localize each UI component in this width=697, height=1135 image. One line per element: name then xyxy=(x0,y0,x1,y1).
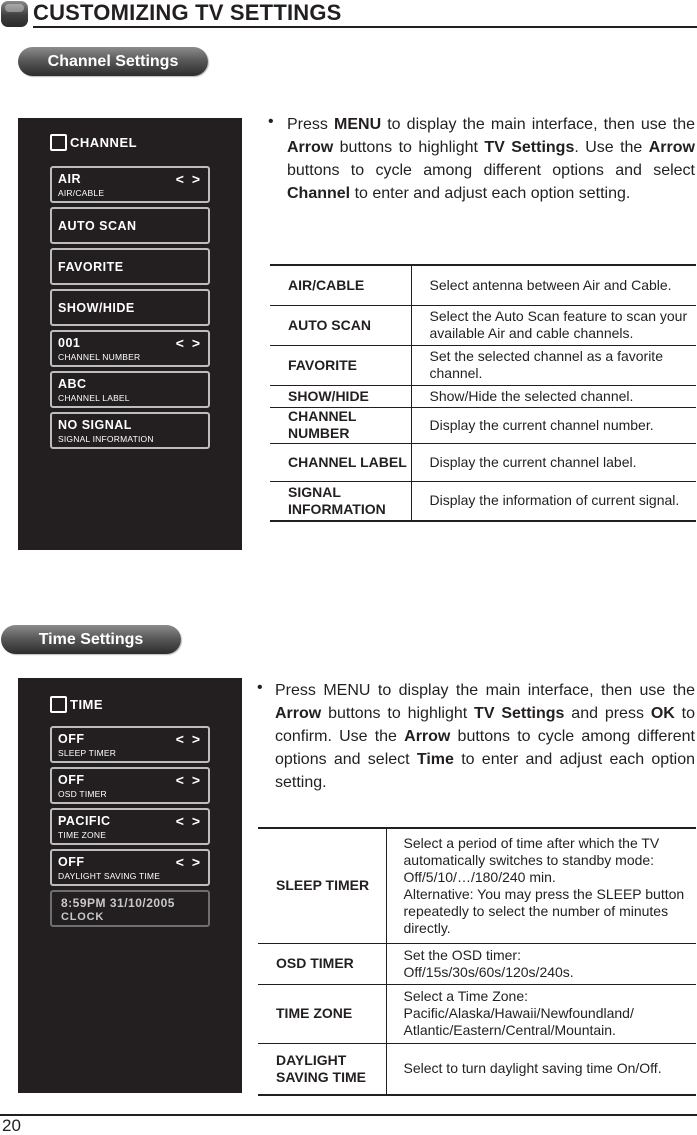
header-rule xyxy=(33,26,697,28)
menu-checkbox-icon xyxy=(50,696,67,713)
left-right-arrows-icon: < > xyxy=(175,772,202,788)
left-right-arrows-icon: < > xyxy=(175,813,202,829)
channel-settings-heading: Channel Settings xyxy=(18,47,208,76)
menu-item-osd-timer[interactable]: OFF OSD TIMER < > xyxy=(50,767,210,804)
menu-item-sleep-timer[interactable]: OFF SLEEP TIMER < > xyxy=(50,726,210,763)
table-row: TIME ZONE Select a Time Zone: Pacific/Alaska/Hawaii/Newfoundland/ Atlantic/Eastern/Central/Mountain. xyxy=(258,984,696,1043)
menu-item-favorite[interactable]: FAVORITE xyxy=(50,248,210,285)
menu-item-air-cable[interactable]: AIR AIR/CABLE < > xyxy=(50,166,210,203)
time-settings-heading: Time Settings xyxy=(1,625,181,654)
left-right-arrows-icon: < > xyxy=(175,171,202,187)
menu-item-auto-scan[interactable]: AUTO SCAN xyxy=(50,207,210,244)
page-title: CUSTOMIZING TV SETTINGS xyxy=(33,0,342,25)
menu-checkbox-icon xyxy=(50,134,67,151)
channel-menu-panel: CHANNEL AIR AIR/CABLE < > AUTO SCAN FAVORITE SHOW/HIDE 001 CHANNEL NUMBER < > ABC CHANNEL LABEL NO SIGNAL SIGNAL INFORMATION xyxy=(18,118,242,550)
table-row: OSD TIMER Set the OSD timer: Off/15s/30s/60s/120s/240s. xyxy=(258,943,696,984)
menu-item-daylight-saving-time[interactable]: OFF DAYLIGHT SAVING TIME < > xyxy=(50,849,210,886)
table-row: SLEEP TIMER Select a period of time after which the TV automatically switches to standby mode: Off/5/10/…/180/240 min. Alternative: You may press the SLEEP button repeatedly to select the number of minutes directly. xyxy=(258,828,696,943)
time-instructions: Press MENU to display the main interface, then use the Arrow buttons to highlight TV Settings and press OK to confirm. Use the Arrow buttons to cycle among different options and select Time to enter and adjust each option setting. xyxy=(275,682,695,791)
menu-item-channel-label[interactable]: ABC CHANNEL LABEL xyxy=(50,371,210,408)
menu-item-time-zone[interactable]: PACIFIC TIME ZONE < > xyxy=(50,808,210,845)
menu-item-clock: 8:59PM 31/10/2005 CLOCK xyxy=(50,890,210,927)
table-row: AUTO SCAN Select the Auto Scan feature to scan your available Air and cable channels. xyxy=(270,305,696,345)
menu-item-channel-number[interactable]: 001 CHANNEL NUMBER < > xyxy=(50,330,210,367)
left-right-arrows-icon: < > xyxy=(175,731,202,747)
time-settings-table xyxy=(258,827,696,1096)
menu-item-signal-information[interactable]: NO SIGNAL SIGNAL INFORMATION xyxy=(50,412,210,449)
table-row: SHOW/HIDE Show/Hide the selected channel. xyxy=(270,385,696,407)
time-menu-panel: TIME OFF SLEEP TIMER < > OFF OSD TIMER < > PACIFIC TIME ZONE < > OFF DAYLIGHT SAVING TIME < > 8:59PM 31/10/2005 CLOCK xyxy=(18,678,242,1093)
header-badge-icon xyxy=(1,1,28,27)
table-row: DAYLIGHT SAVING TIME Select to turn daylight saving time On/Off. xyxy=(258,1043,696,1095)
table-row: SIGNAL INFORMATION Display the information of current signal. xyxy=(270,481,696,521)
table-row: CHANNEL NUMBER Display the current channel number. xyxy=(270,407,696,443)
bullet: • xyxy=(257,679,263,696)
menu-item-show-hide[interactable]: SHOW/HIDE xyxy=(50,289,210,326)
channel-instructions: Press MENU to display the main interface, then use the Arrow buttons to highlight TV Settings. Use the Arrow buttons to cycle among different options and select Channel to enter and adjust each option setting. xyxy=(287,116,696,202)
table-row: AIR/CABLE Select antenna between Air and Cable. xyxy=(270,265,696,305)
table-row: CHANNEL LABEL Display the current channel label. xyxy=(270,443,696,481)
left-right-arrows-icon: < > xyxy=(175,854,202,870)
table-row: FAVORITE Set the selected channel as a favorite channel. xyxy=(270,345,696,385)
footer-rule xyxy=(0,1114,697,1116)
left-right-arrows-icon: < > xyxy=(175,335,202,351)
channel-settings-table xyxy=(270,264,696,522)
bullet: • xyxy=(268,113,274,130)
page-number: 20 xyxy=(2,1116,21,1135)
